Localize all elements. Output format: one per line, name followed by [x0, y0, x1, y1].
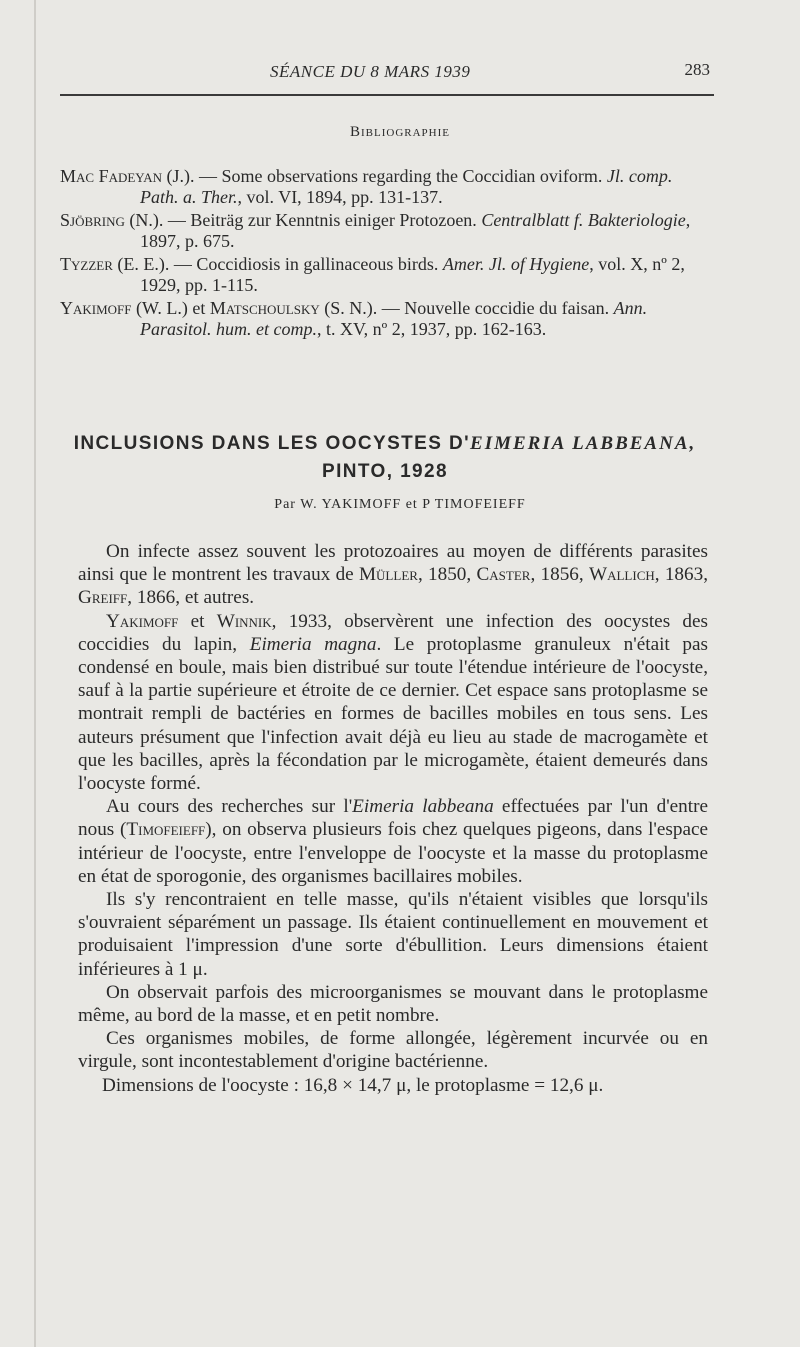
running-header — [60, 58, 710, 88]
article-body — [78, 540, 708, 1097]
title-species: EIMERIA LABBEANA, — [470, 433, 697, 454]
paragraph — [78, 795, 708, 888]
author-name: Timofeieff — [126, 819, 206, 841]
bibliography-title: Bibliographie — [350, 124, 450, 140]
title-line-2: PINTO, 1928 — [322, 461, 448, 482]
header-rule — [60, 94, 714, 96]
text: , 1856, — [530, 564, 589, 586]
bibliography-entry — [60, 298, 700, 340]
species-name: Eimeria labbeana — [352, 796, 494, 818]
bib-text-2: (S. N.). — Nouvelle coccidie du faisan. — [319, 298, 614, 318]
text: effectuées par l'un d'entre nous ( — [78, 796, 709, 841]
paragraph: Ces organismes mobiles, de forme allongée, légèrement incurvée ou en virgule, sont incontestablement d'origine bactérienne. — [78, 1028, 708, 1073]
text: , 1866, et autres. — [127, 587, 255, 609]
text: , 1863, — [654, 564, 709, 586]
bib-journal: Amer. Jl. of Hygiene — [442, 254, 590, 274]
author-name: Caster — [476, 564, 531, 586]
page-number: 283 — [684, 60, 710, 79]
author-name: Greiff — [78, 587, 128, 609]
bib-tail: , vol. VI, 1894, pp. 131-137. — [237, 187, 443, 207]
bib-text: (E. E.). — Coccidiosis in gallinaceous birds. — [112, 254, 443, 274]
text: , 1850, — [417, 564, 477, 586]
bib-text: (N.). — Beiträg zur Kenntnis einiger Protozoen. — [124, 210, 482, 230]
text: Au cours des recherches sur l' — [106, 796, 353, 818]
text: , 1933, observèrent une infection des oocystes des coccidies du lapin, — [78, 610, 708, 655]
text: et — [178, 610, 217, 632]
bib-journal: Ann. Parasitol. hum. et comp. — [140, 298, 648, 339]
bibliography-entry — [60, 254, 700, 296]
author-name: Winnik — [216, 610, 272, 632]
bib-author: Yakimoff — [60, 298, 132, 318]
bib-author: Mac Fadeyan — [60, 166, 163, 186]
bib-author-2: Matschoulsky — [209, 298, 320, 318]
author-name: Yakimoff — [106, 610, 179, 632]
paragraph — [78, 540, 708, 610]
binding-gutter — [34, 0, 36, 1347]
text: ), on observa plusieurs fois chez quelques pigeons, dans l'espace intérieur de l'oocyste, entre l'enveloppe de l'oocyste et la masse du protoplasme en état de sporogonie, des organismes bacillaires mobiles. — [78, 819, 709, 887]
paragraph: Dimensions de l'oocyste : 16,8 × 14,7 μ, le protoplasme = 12,6 μ. — [102, 1074, 604, 1096]
article-title — [60, 430, 710, 486]
bib-journal: Centralblatt f. Bakteriologie — [481, 210, 686, 230]
text: On infecte assez souvent les protozoaires au moyen de différents parasites ainsi que le montrent les travaux de — [78, 541, 708, 586]
bib-text: (W. L.) et — [131, 298, 210, 318]
bib-tail: , t. XV, nº 2, 1937, pp. 162-163. — [317, 319, 547, 339]
bib-author: Tyzzer — [60, 254, 113, 274]
author-name: Müller — [358, 564, 418, 586]
paragraph: Ils s'y rencontraient en telle masse, qu'ils n'étaient visibles que lorsqu'ils s'ouvraient séparément un passage. Ils étaient continuellement en mouvement et produisaient l'impression d'une sorte d'ébullition. Leurs dimensions étaient inférieures à 1 μ. — [78, 889, 708, 980]
bibliography-entry — [60, 166, 700, 208]
species-name: Eimeria magna — [249, 633, 377, 655]
paragraph — [78, 610, 708, 796]
running-title: SÉANCE DU 8 MARS 1939 — [270, 62, 471, 81]
bib-tail: , 1897, p. 675. — [140, 210, 691, 251]
bibliography-entry — [60, 210, 700, 252]
paragraph: On observait parfois des microorganismes se mouvant dans le protoplasme même, au bord de la masse, et en petit nombre. — [78, 981, 708, 1027]
bib-journal: Jl. comp. Path. a. Ther. — [140, 166, 673, 207]
bib-text: (J.). — Some observations regarding the Coccidian oviform. — [162, 166, 607, 186]
author-name: Wallich — [588, 564, 655, 586]
bib-author: Sjöbring — [60, 210, 125, 230]
bib-tail: , vol. X, nº 2, 1929, pp. 1-115. — [140, 254, 685, 295]
bibliography-list — [60, 166, 700, 342]
text: . Le protoplasme granuleux n'était pas condensé en boule, mais bien distribué sur toute l'étendue intérieure de l'oocyste, sauf à la partie supérieure et étroite de ce dernier. Cet espace sans protoplasme se montrait rempli de bactéries en formes de bacilles mobiles en tous sens. Les auteurs présument que l'infection avait déjà eu lieu au stade de macrogamète et que les bacilles, après la fécondation par le microgamète, étaient demeurés dans l'oocyste formé. — [78, 633, 708, 795]
title-prefix: INCLUSIONS DANS LES OOCYSTES D' — [73, 433, 471, 454]
byline: Par W. YAKIMOFF et P TIMOFEIEFF — [274, 497, 526, 512]
